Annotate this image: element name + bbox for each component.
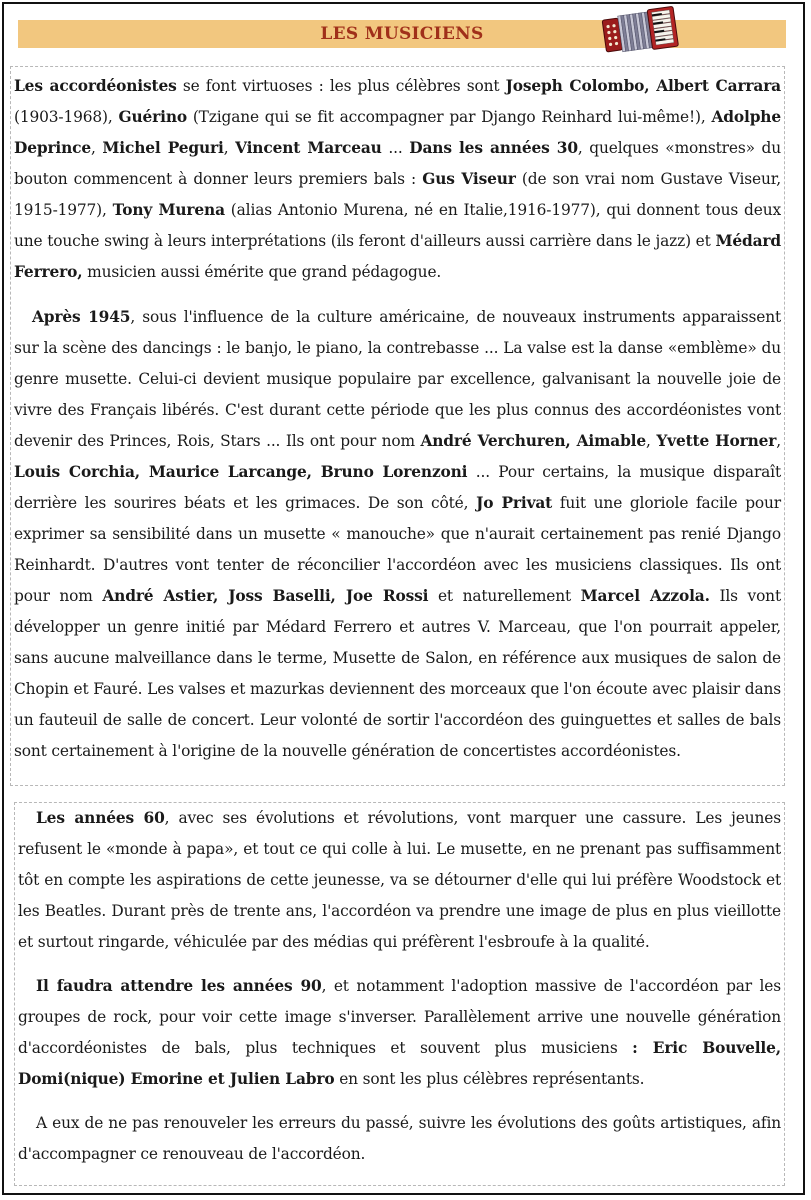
bold-phrase: André Astier, Joss Baselli, Joe Rossi bbox=[102, 587, 429, 605]
bold-phrase: Michel Peguri bbox=[102, 139, 224, 157]
text-run: (1903-1968), bbox=[14, 108, 119, 126]
paragraph-5 bbox=[18, 1108, 781, 1170]
text-run: (de son vrai nom Gustave Viseur, 1915-1977), bbox=[14, 170, 781, 219]
paragraph-4 bbox=[18, 971, 781, 1095]
text-run: , bbox=[776, 432, 781, 450]
section-box-1 bbox=[10, 66, 785, 786]
bold-phrase: Dans les années 30 bbox=[409, 139, 578, 157]
text-run: , et notamment l'adoption massive de l'accordéon par les groupes de rock, pour voir cette image s'inverser. Parallèlement arrive une nouvelle génération d'accordéonistes de bals, plus techniques et souvent plus musiciens bbox=[18, 977, 781, 1057]
text-run: et naturellement bbox=[428, 587, 581, 605]
bold-phrase: Il faudra attendre les années 90 bbox=[36, 977, 322, 995]
paragraph-1 bbox=[14, 71, 781, 288]
bold-phrase: Louis Corchia, Maurice Larcange, Bruno Lorenzoni bbox=[14, 463, 468, 481]
bold-phrase: Les accordéonistes bbox=[14, 77, 177, 95]
text-run: , bbox=[91, 139, 103, 157]
text-run: Ils vont développer un genre initié par Médard Ferrero et autres V. Marceau, que l'on pourrait appeler, sans aucune malveillance dans le terme, Musette de Salon, en référence aux musiques de salon de Chopin et Fauré. Les valses et mazurkas deviennent des morceaux que l'on écoute avec plaisir dans un fauteuil de salle de concert. Leur volonté de sortir l'accordéon des guinguettes et salles de bals sont certainement à l'origine de la nouvelle génération de concertistes accordéonistes. bbox=[14, 587, 781, 760]
bold-phrase: Marcel Azzola. bbox=[580, 587, 710, 605]
text-run: (Tzigane qui se fit accompagner par Django Reinhard lui-même!), bbox=[186, 108, 712, 126]
paragraph-3 bbox=[18, 803, 781, 958]
text-run: , quelques «monstres» du bouton commencent à donner leurs premiers bals : bbox=[14, 139, 781, 188]
bold-phrase: Joseph Colombo, Albert Carrara bbox=[505, 77, 781, 95]
bold-phrase: Gus Viseur bbox=[422, 170, 516, 188]
text-run: en sont les plus célèbres représentants. bbox=[334, 1070, 645, 1088]
bold-phrase: Vincent Marceau bbox=[235, 139, 382, 157]
accordion-icon bbox=[600, 5, 682, 57]
section-box-2 bbox=[14, 802, 785, 1186]
text-run: musicien aussi émérite que grand pédagogue. bbox=[82, 263, 442, 281]
text-run: , avec ses évolutions et révolutions, vont marquer une cassure. Les jeunes refusent le «monde à papa», et tout ce qui colle à lui. Le musette, en ne prenant pas suffisamment tôt en compte les aspirations de cette jeunesse, va se détourner d'elle qui lui préfère Woodstock et les Beatles. Durant près de trente ans, l'accordéon va prendre une image de plus en plus vieillotte et surtout ringarde, véhiculée par des médias qui préfèrent l'esbroufe à la qualité. bbox=[18, 809, 781, 951]
bold-phrase: Médard Ferrero, bbox=[14, 232, 781, 281]
paragraph-2 bbox=[14, 302, 781, 767]
bold-phrase: Tony Murena bbox=[112, 201, 225, 219]
bold-phrase: Les années 60 bbox=[36, 809, 165, 827]
text-run: fuit une gloriole facile pour exprimer sa sensibilité dans un musette « manouche» que n'aurait certainement pas renié Django Reinhardt. D'autres vont tenter de réconcilier l'accordéon avec les musiciens classiques. Ils ont pour nom bbox=[14, 494, 782, 605]
text-run: ... bbox=[381, 139, 410, 157]
text-run: (alias Antonio Murena, né en Italie,1916-1977), qui donnent tous deux une touche swing à leurs interprétations (ils feront d'ailleurs aussi carrière dans le jazz) et bbox=[14, 201, 781, 250]
text-run: , sous l'influence de la culture américaine, de nouveaux instruments apparaissent sur la scène des dancings : le banjo, le piano, la contrebasse ... La valse est la danse «emblème» du genre musette. Celui-ci devient musique populaire par excellence, galvanisant la nouvelle joie de vivre des Français libérés. C'est durant cette période que les plus connus des accordéonistes vont devenir des Princes, Rois, Stars ... Ils ont pour nom bbox=[14, 308, 781, 450]
bold-phrase: : Eric Bouvelle, Domi(nique) Emorine et Julien Labro bbox=[18, 1039, 781, 1088]
bold-phrase: Après 1945 bbox=[32, 308, 131, 326]
text-run: , bbox=[223, 139, 236, 157]
bold-phrase: Yvette Horner bbox=[656, 432, 777, 450]
bold-phrase: Adolphe Deprince bbox=[14, 108, 781, 157]
text-run: se font virtuoses : les plus célèbres sont bbox=[176, 77, 506, 95]
bold-phrase: André Verchuren, Aimable bbox=[420, 432, 647, 450]
text-run: ... Pour certains, la musique disparaît derrière les sourires béats et les grimaces. De son côté, bbox=[14, 463, 781, 512]
bold-phrase: Guérino bbox=[118, 108, 187, 126]
bold-phrase: Jo Privat bbox=[476, 494, 553, 512]
text-run: A eux de ne pas renouveler les erreurs du passé, suivre les évolutions des goûts artistiques, afin d'accompagner ce renouveau de l'accordéon. bbox=[18, 1114, 781, 1163]
page-title: LES MUSICIENS bbox=[320, 24, 484, 44]
text-run: , bbox=[646, 432, 657, 450]
